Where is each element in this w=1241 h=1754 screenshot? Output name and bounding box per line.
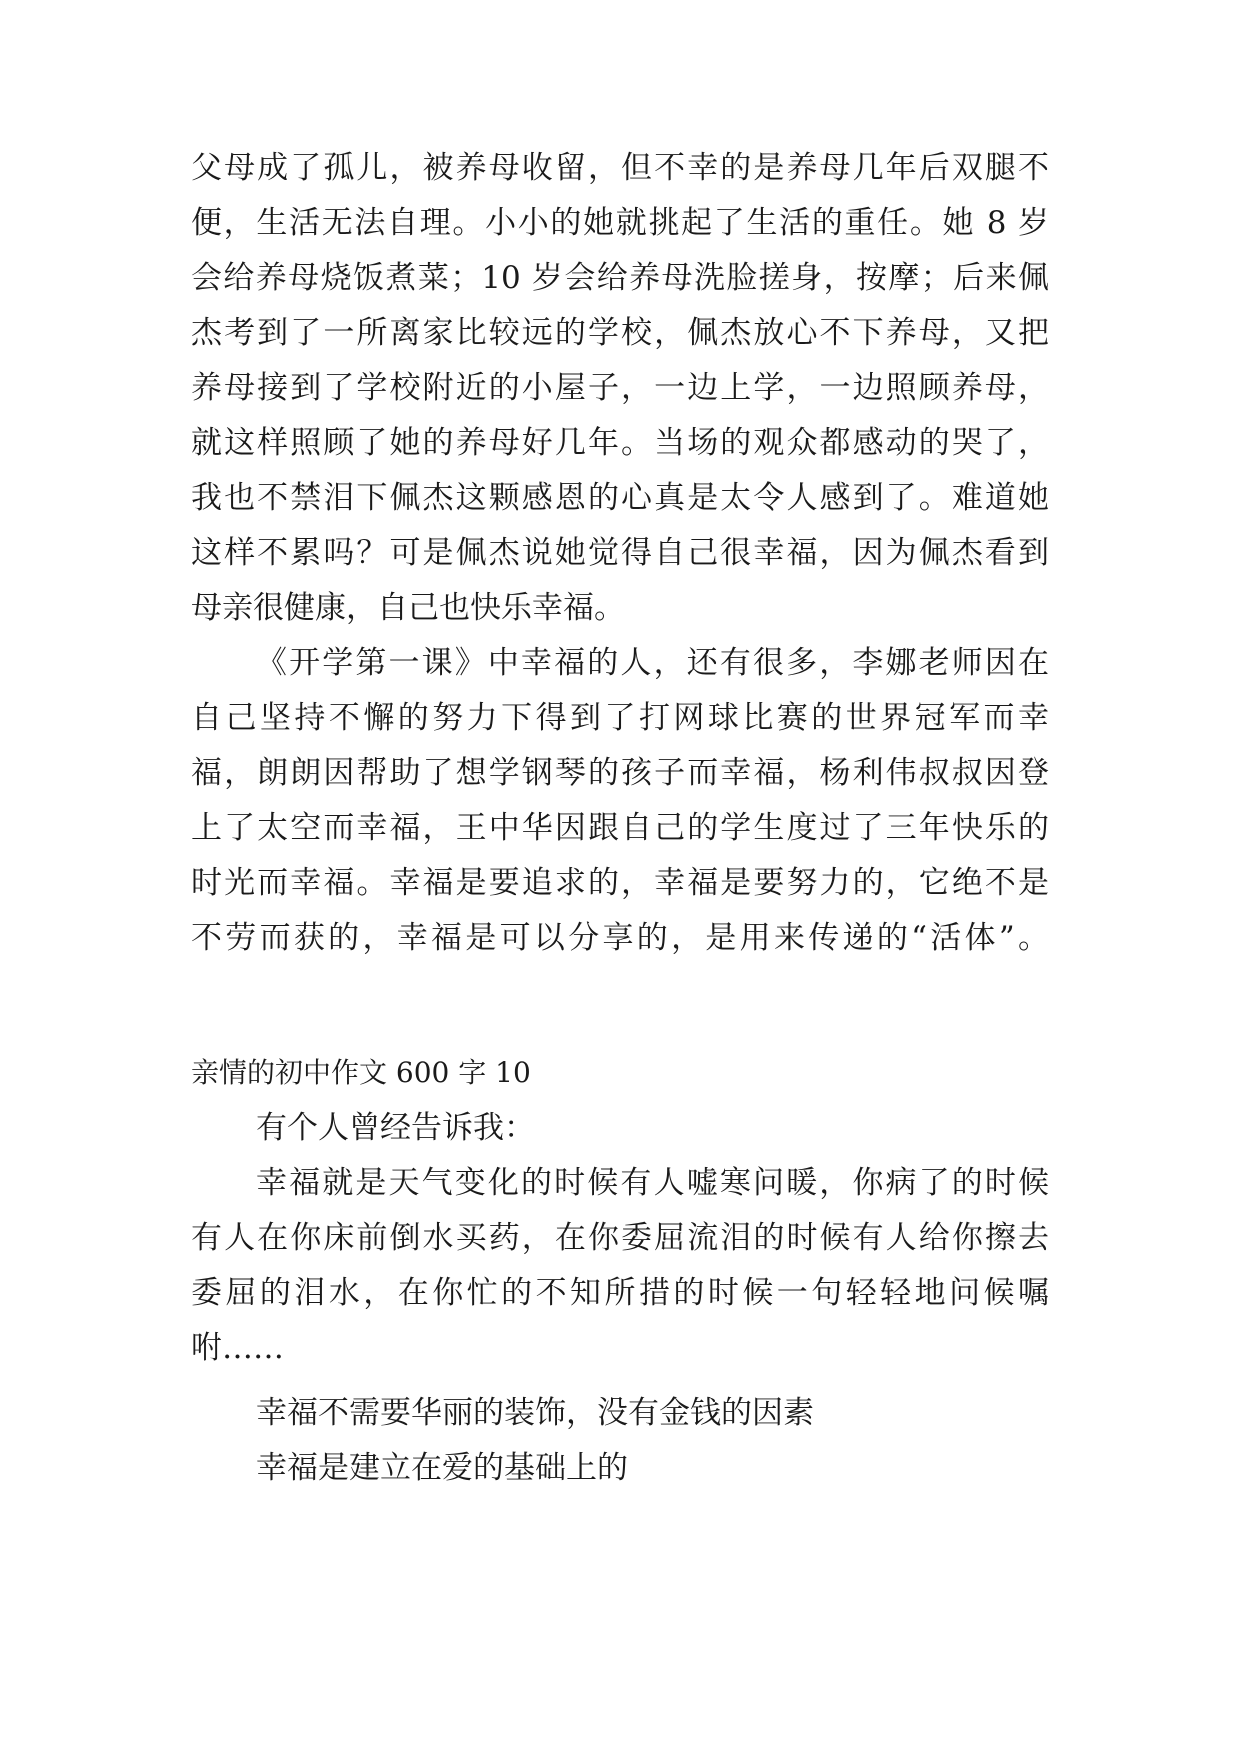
paragraph-line: 不劳而获的，幸福是可以分享的，是用来传递的“活体”。 [191, 920, 1049, 956]
paragraph-line: 父母成了孤儿，被养母收留，但不幸的是养母几年后双腿不 [191, 150, 1049, 186]
paragraph-line: 幸福不需要华丽的装饰，没有金钱的因素 [256, 1395, 814, 1431]
paragraph-line: 杰考到了一所离家比较远的学校，佩杰放心不下养母，又把 [191, 315, 1049, 351]
paragraph-line: 这样不累吗？可是佩杰说她觉得自己很幸福，因为佩杰看到 [191, 535, 1049, 571]
paragraph-line: 幸福就是天气变化的时候有人嘘寒问暖，你病了的时候 [256, 1165, 1049, 1201]
paragraph-line: 委屈的泪水，在你忙的不知所措的时候一句轻轻地问候嘱 [191, 1275, 1049, 1311]
paragraph-line: 养母接到了学校附近的小屋子，一边上学，一边照顾养母， [191, 370, 1049, 406]
paragraph-line: 自己坚持不懈的努力下得到了打网球比赛的世界冠军而幸 [191, 700, 1049, 736]
paragraph-line: 便，生活无法自理。小小的她就挑起了生活的重任。她 8 岁 [191, 205, 1049, 241]
section-title: 亲情的初中作文 600 字 10 [191, 1056, 531, 1089]
paragraph-line: 福，朗朗因帮助了想学钢琴的孩子而幸福，杨利伟叔叔因登 [191, 755, 1049, 791]
paragraph-line: 幸福是建立在爱的基础上的 [256, 1450, 628, 1486]
paragraph-line: 就这样照顾了她的养母好几年。当场的观众都感动的哭了， [191, 425, 1049, 461]
paragraph-line: 母亲很健康，自己也快乐幸福。 [191, 590, 625, 626]
paragraph-line: 有人在你床前倒水买药，在你委屈流泪的时候有人给你擦去 [191, 1220, 1049, 1256]
paragraph-line: 《开学第一课》中幸福的人，还有很多，李娜老师因在 [256, 645, 1049, 681]
paragraph-line: 我也不禁泪下佩杰这颗感恩的心真是太令人感到了。难道她 [191, 480, 1049, 516]
paragraph-line: 咐…… [191, 1330, 284, 1366]
paragraph-line: 时光而幸福。幸福是要追求的，幸福是要努力的，它绝不是 [191, 865, 1049, 901]
paragraph-line: 有个人曾经告诉我： [256, 1110, 535, 1146]
paragraph-line: 会给养母烧饭煮菜；10 岁会给养母洗脸搓身，按摩；后来佩 [191, 260, 1049, 296]
paragraph-line: 上了太空而幸福，王中华因跟自己的学生度过了三年快乐的 [191, 810, 1049, 846]
